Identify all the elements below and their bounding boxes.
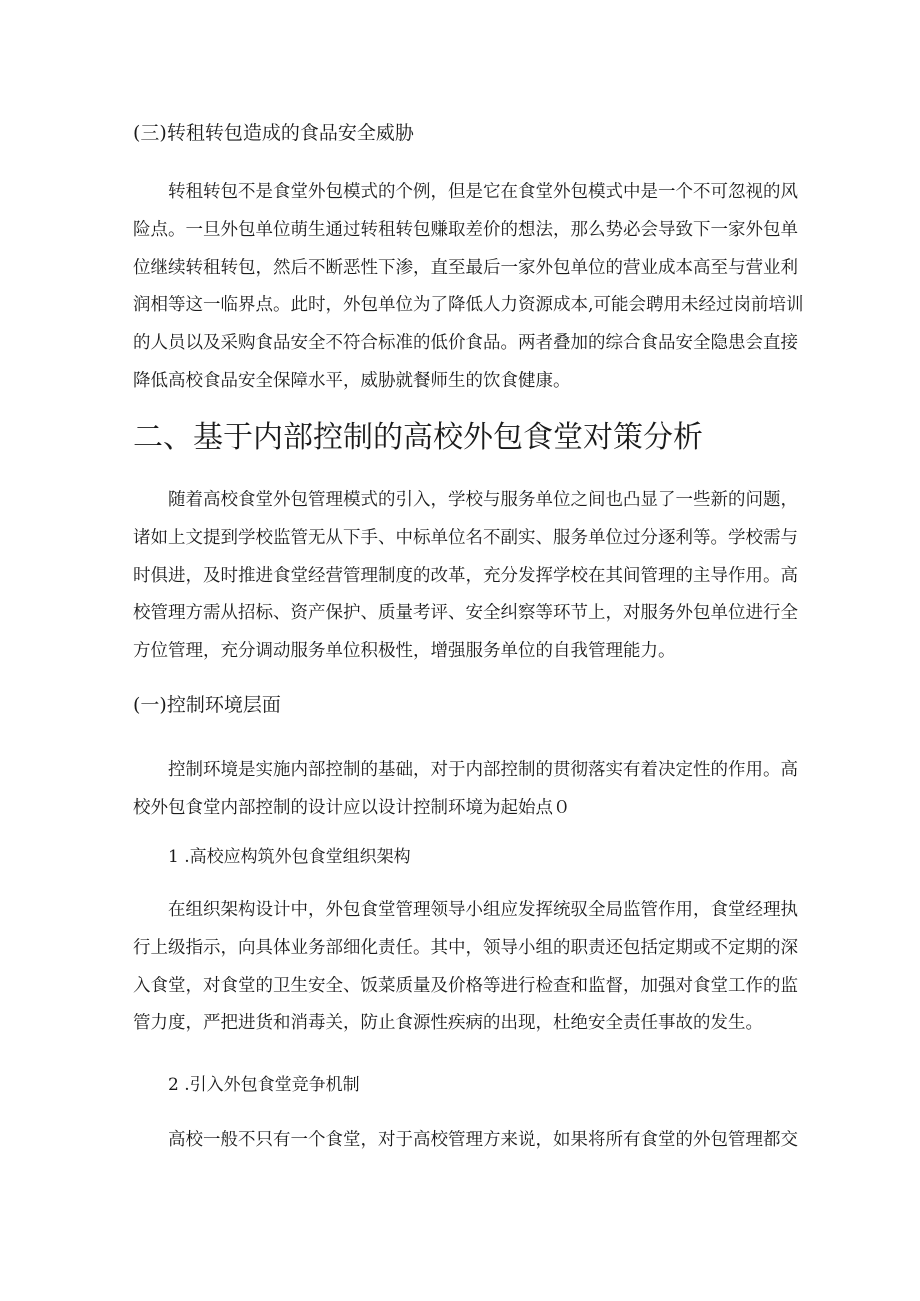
text-line: 诸如上文提到学校监管无从下手、中标单位名不副实、服务单位过分逐利等。学校需与: [133, 527, 798, 548]
text-line: 险点。一旦外包单位萌生通过转租转包赚取差价的想法，那么势必会导致下一家外包单: [133, 219, 798, 240]
text-line: 方位管理，充分调动服务单位积极性，增强服务单位的自我管理能力。: [133, 641, 676, 662]
text-line: 管力度，严把进货和消毒关，防止食源性疾病的出现，杜绝安全责任事故的发生。: [133, 1013, 763, 1034]
paragraph-section-3: [133, 174, 804, 401]
chapter-heading-2: 二、基于内部控制的高校外包食堂对策分析: [133, 420, 703, 455]
paragraph-section-1: [133, 752, 798, 828]
text-line: 时俱进，及时推进食堂经营管理制度的改革，充分发挥学校在其间管理的主导作用。高: [133, 565, 798, 586]
section-heading-3: (三)转租转包造成的食品安全威胁: [133, 122, 414, 144]
text-line: 降低高校食品安全保障水平，威胁就餐师生的饮食健康。: [133, 370, 571, 391]
text-line: 高校一般不只有一个食堂，对于高校管理方来说，如果将所有食堂的外包管理都交: [168, 1130, 798, 1150]
text-line: 随着高校食堂外包管理模式的引入，学校与服务单位之间也凸显了一些新的问题，: [168, 490, 798, 510]
text-line: 校外包食堂内部控制的设计应以设计控制环境为起始点０: [133, 797, 571, 818]
text-line: 行上级指示，向具体业务部细化责任。其中，领导小组的职责还包括定期或不定期的深: [133, 937, 798, 958]
text-line: 入食堂，对食堂的卫生安全、饭菜质量及价格等进行检查和监督，加强对食堂工作的监: [133, 975, 798, 996]
paragraph-chapter-2: [133, 482, 798, 671]
text-line: 控制环境是实施内部控制的基础，对于内部控制的贯彻落实有着决定性的作用。高: [168, 760, 798, 780]
item-heading-1: 1 .高校应构筑外包食堂组织架构: [168, 847, 411, 867]
text-line: 位继续转租转包，然后不断恶性下渗，直至最后一家外包单位的营业成本高至与营业利: [133, 257, 798, 278]
item-heading-2: 2 .引入外包食堂竞争机制: [168, 1075, 360, 1095]
paragraph-item-2: [133, 1122, 798, 1160]
section-heading-1: (一)控制环境层面: [133, 694, 281, 716]
text-line: 校管理方需从招标、资产保护、质量考评、安全纠察等环节上，对服务外包单位进行全: [133, 603, 798, 624]
text-line: 转租转包不是食堂外包模式的个例，但是它在食堂外包模式中是一个不可忽视的风: [168, 182, 798, 202]
text-line: 润相等这一临界点。此时，外包单位为了降低人力资源成本,可能会聘用未经过岗前培训: [133, 295, 804, 316]
text-line: 在组织架构设计中，外包食堂管理领导小组应发挥统驭全局监管作用，食堂经理执: [168, 900, 798, 920]
text-line: 的人员以及采购食品安全不符合标准的低价食品。两者叠加的综合食品安全隐患会直接: [133, 333, 798, 354]
paragraph-item-1: [133, 892, 798, 1043]
